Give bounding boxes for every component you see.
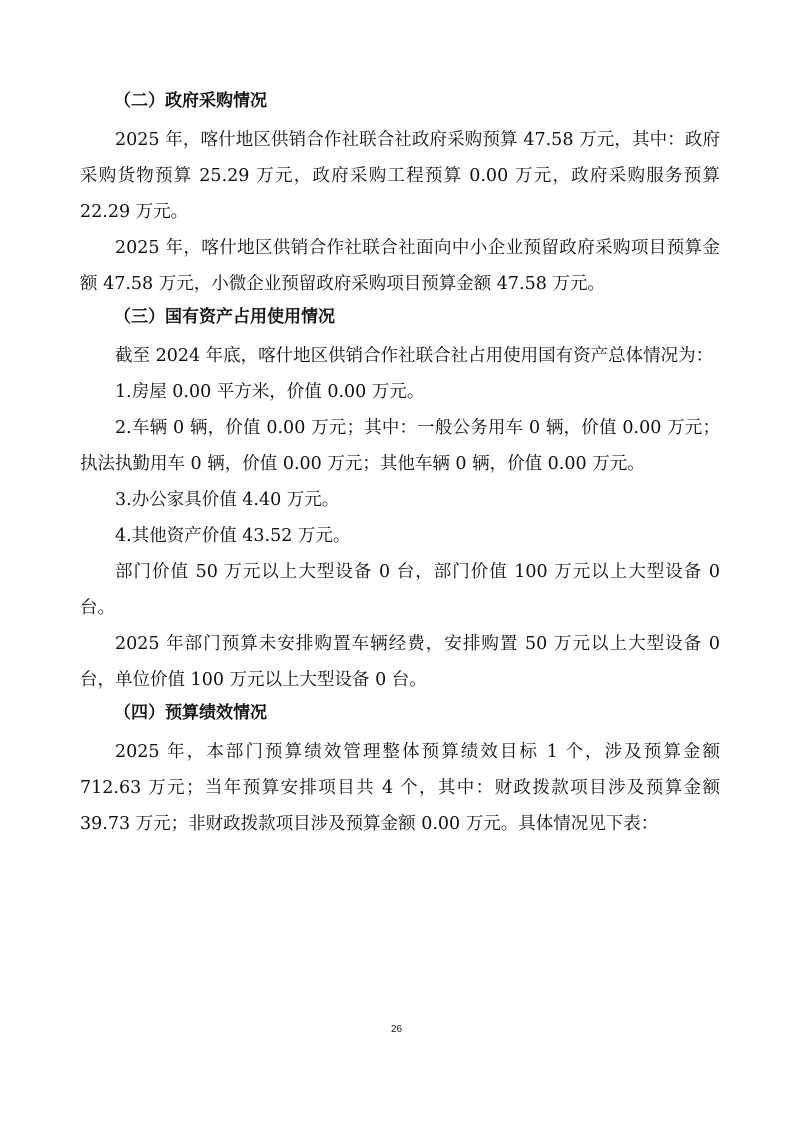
page-number: 26: [390, 1024, 403, 1035]
list-item: 2.车辆 0 辆，价值 0.00 万元；其中：一般公务用车 0 辆，价值 0.00 万元；执法执勤用车 0 辆，价值 0.00 万元；其他车辆 0 辆，价值 0.00 万元。: [80, 418, 720, 474]
section-government-procurement: [80, 86, 720, 302]
list-item: 3.办公家具价值 4.40 万元。: [115, 490, 340, 510]
list-item: 1.房屋 0.00 平方米，价值 0.00 万元。: [115, 382, 425, 402]
section-heading: （二）政府采购情况: [114, 91, 267, 111]
section-state-assets: [80, 302, 720, 698]
paragraph: 部门价值 50 万元以上大型设备 0 台，部门价值 100 万元以上大型设备 0 台。: [80, 562, 720, 618]
paragraph: 截至 2024 年底，喀什地区供销合作社联合社占用使用国有资产总体情况为：: [115, 346, 714, 366]
list-item: 4.其他资产价值 43.52 万元。: [115, 526, 351, 546]
paragraph: 2025 年部门预算未安排购置车辆经费，安排购置 50 万元以上大型设备 0 台，单位价值 100 万元以上大型设备 0 台。: [80, 634, 720, 690]
page-content: [80, 86, 720, 842]
paragraph: 2025 年，喀什地区供销合作社联合社面向中小企业预留政府采购项目预算金额 47.58 万元，小微企业预留政府采购项目预算金额 47.58 万元。: [80, 238, 720, 294]
paragraph: 2025 年，喀什地区供销合作社联合社政府采购预算 47.58 万元，其中：政府采购货物预算 25.29 万元，政府采购工程预算 0.00 万元，政府采购服务预算 22.29 万元。: [80, 130, 720, 222]
paragraph: 2025 年，本部门预算绩效管理整体预算绩效目标 1 个，涉及预算金额 712.63 万元；当年预算安排项目共 4 个，其中：财政拨款项目涉及预算金额 39.73 万元；非财政拨款项目涉及预算金额 0.00 万元。具体情况见下表：: [80, 742, 720, 834]
section-heading: （四）预算绩效情况: [114, 703, 267, 723]
section-heading: （三）国有资产占用使用情况: [114, 307, 335, 327]
section-budget-performance: [80, 698, 720, 842]
